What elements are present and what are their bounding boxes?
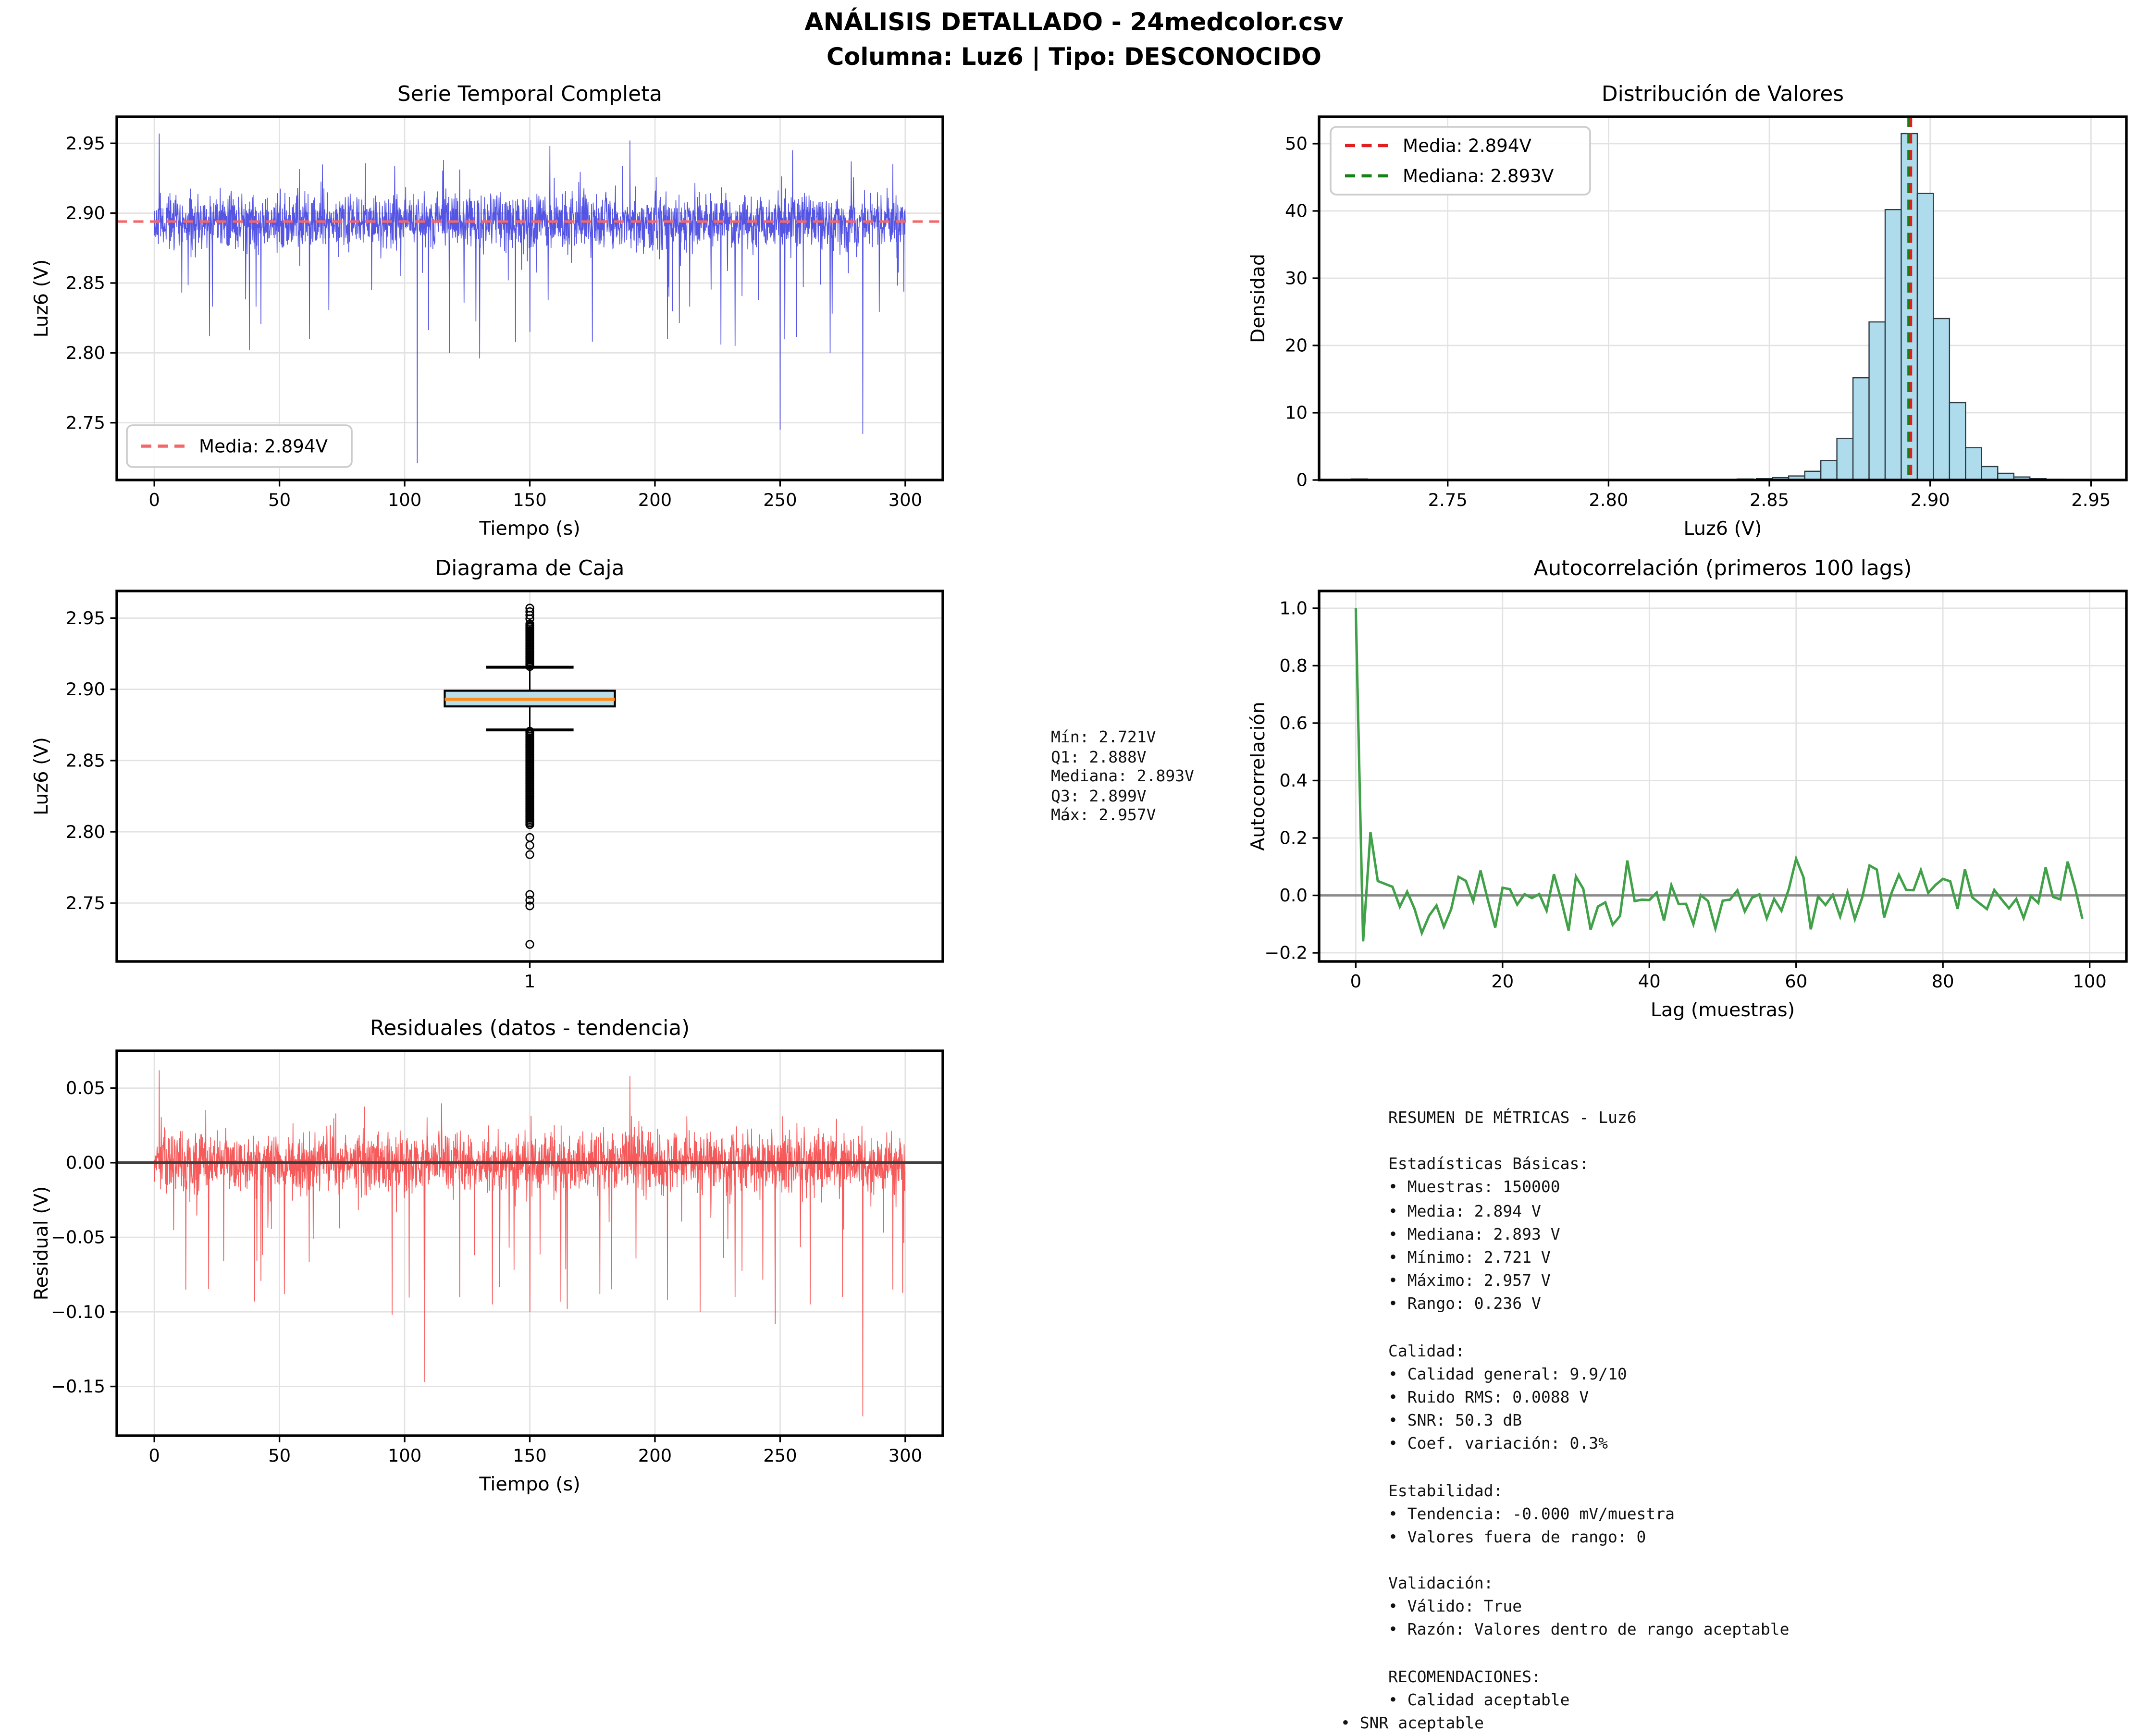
metrics-box-line: Calidad: — [1388, 1341, 1465, 1360]
x-tick-label: 60 — [1785, 971, 1808, 992]
chart-distribucion — [1237, 69, 2145, 554]
x-tick-label: 300 — [888, 490, 923, 510]
metrics-box-line — [1388, 1456, 1789, 1479]
x-tick-label: 100 — [387, 490, 422, 510]
autocorrelacion-plot-border — [1319, 591, 2126, 961]
y-tick-label: 2.75 — [65, 412, 105, 433]
x-tick-label: 80 — [1931, 971, 1954, 992]
x-tick-label: 150 — [513, 490, 547, 510]
y-tick-label: 0.4 — [1279, 770, 1308, 791]
y-tick-label: 0.2 — [1279, 827, 1308, 849]
figure-title-line2: Columna: Luz6 | Tipo: DESCONOCIDO — [826, 43, 1321, 71]
stats-box-line: Q3: 2.899V — [1051, 787, 1147, 806]
y-tick-label: 2.90 — [65, 679, 105, 700]
metrics-box-line: • Tendencia: -0.000 mV/muestra — [1388, 1504, 1675, 1523]
metrics-box-line: Estadísticas Básicas: — [1388, 1155, 1589, 1174]
metrics-box-line — [1388, 1317, 1789, 1340]
x-tick-label: 200 — [638, 490, 672, 510]
y-tick-label: 2.80 — [65, 821, 105, 842]
x-tick-label: 250 — [763, 490, 797, 510]
histogram-bar — [1853, 378, 1869, 480]
autocorrelacion-ylabel: Autocorrelación — [1247, 702, 1269, 851]
metrics-box-line: • Calidad general: 9.9/10 — [1388, 1365, 1627, 1384]
x-tick-label: 2.75 — [1428, 490, 1468, 510]
serie-temporal-ylabel: Luz6 (V) — [30, 259, 53, 338]
histogram-bar — [1965, 448, 1981, 480]
metrics-box-line: Validación: — [1388, 1574, 1494, 1593]
figure-title — [0, 7, 2148, 74]
y-tick-label: 0 — [1296, 469, 1308, 491]
residuales-ylabel: Residual (V) — [30, 1186, 53, 1301]
y-tick-label: 0.05 — [65, 1078, 105, 1099]
metrics-box-line: • Mediana: 2.893 V — [1388, 1225, 1560, 1244]
stats-box-line: Mediana: 2.893V — [1051, 767, 1195, 786]
figure-title-line1: ANÁLISIS DETALLADO - 24medcolor.csv — [804, 9, 1344, 37]
distribucion-ylabel: Densidad — [1247, 253, 1269, 344]
stats-box-line: Mín: 2.721V — [1051, 728, 1156, 747]
x-tick-label: 40 — [1638, 971, 1661, 992]
histogram-bar — [1869, 322, 1885, 480]
distribucion-xlabel: Luz6 (V) — [1683, 517, 1762, 540]
histogram-bar — [1837, 438, 1853, 480]
histogram-bar — [1821, 460, 1837, 480]
legend-label: Media: 2.894V — [199, 435, 328, 457]
metrics-box-line: • Coef. variación: 0.3% — [1388, 1434, 1608, 1453]
autocorrelacion-grid — [1319, 591, 2126, 961]
autocorrelacion-xlabel: Lag (muestras) — [1650, 999, 1795, 1021]
x-tick-label: 20 — [1491, 971, 1514, 992]
x-tick-label: 1 — [524, 971, 536, 992]
x-tick-label: 100 — [2073, 971, 2107, 992]
metrics-box-line: • SNR: 50.3 dB — [1388, 1411, 1522, 1430]
chart-serie-temporal — [12, 69, 1003, 554]
metrics-box-line: • Rango: 0.236 V — [1388, 1294, 1541, 1314]
distribucion-title: Distribución de Valores — [1601, 82, 1844, 107]
y-tick-label: 0.6 — [1279, 713, 1308, 734]
legend-label: Mediana: 2.893V — [1403, 165, 1554, 186]
residuales-xlabel: Tiempo (s) — [479, 1473, 580, 1495]
chart-autocorrelacion — [1237, 545, 2145, 1021]
metrics-box-line: • Calidad aceptable — [1388, 1690, 1570, 1710]
autocorrelacion-title: Autocorrelación (primeros 100 lags) — [1533, 556, 1912, 580]
y-tick-label: 2.90 — [65, 203, 105, 224]
x-tick-label: 200 — [638, 1445, 672, 1466]
metrics-summary-text — [1341, 1107, 1790, 1736]
autocorrelacion-series — [1356, 608, 2082, 941]
serie-temporal-xlabel: Tiempo (s) — [479, 517, 580, 540]
x-tick-label: 150 — [513, 1445, 547, 1466]
x-tick-label: 50 — [268, 1445, 291, 1466]
chart-residuales — [12, 1003, 1003, 1493]
x-tick-label: 0 — [1350, 971, 1362, 992]
serie-temporal-title: Serie Temporal Completa — [397, 82, 663, 107]
x-tick-label: 0 — [148, 490, 160, 510]
residuales-title: Residuales (datos - tendencia) — [370, 1016, 690, 1040]
y-tick-label: −0.05 — [50, 1227, 105, 1248]
legend-label: Media: 2.894V — [1403, 135, 1531, 156]
histogram-bar — [1950, 403, 1965, 480]
y-tick-label: 1.0 — [1279, 598, 1308, 619]
y-tick-label: 40 — [1285, 200, 1308, 222]
y-tick-label: 2.85 — [65, 272, 105, 294]
metrics-box-line: • Ruido RMS: 0.0088 V — [1388, 1388, 1589, 1407]
box-outliers — [526, 604, 534, 948]
metrics-box-line — [1388, 1643, 1789, 1666]
serie-temporal-legend — [127, 425, 352, 467]
y-tick-label: −0.10 — [50, 1301, 105, 1322]
metrics-box-line: • Máximo: 2.957 V — [1388, 1271, 1551, 1291]
x-tick-label: 2.90 — [1910, 490, 1950, 510]
histogram-bar — [1933, 319, 1949, 480]
metrics-box-line: • SNR aceptable — [1341, 1714, 1484, 1733]
metrics-box-line: • Mínimo: 2.721 V — [1388, 1248, 1551, 1267]
histogram-bar — [1982, 467, 1998, 480]
histogram-bar — [1885, 209, 1901, 480]
y-tick-label: 2.95 — [65, 607, 105, 628]
metrics-box-line: • Media: 2.894 V — [1388, 1201, 1541, 1220]
metrics-box-line: Estabilidad: — [1388, 1481, 1503, 1500]
metrics-box-line: • Razón: Valores dentro de rango aceptable — [1388, 1621, 1790, 1640]
y-tick-label: 0.00 — [65, 1152, 105, 1173]
stats-box-line: Máx: 2.957V — [1051, 806, 1156, 825]
x-tick-label: 0 — [148, 1445, 160, 1466]
y-tick-label: 2.75 — [65, 893, 105, 914]
x-tick-label: 300 — [888, 1445, 923, 1466]
histogram-bar — [1805, 471, 1821, 480]
y-tick-label: 0.0 — [1279, 885, 1308, 906]
y-tick-label: 2.85 — [65, 750, 105, 771]
y-tick-label: 30 — [1285, 268, 1308, 289]
histogram-bar — [1917, 194, 1933, 480]
y-tick-label: 2.80 — [65, 343, 105, 363]
caja-box — [444, 667, 615, 730]
caja-ylabel: Luz6 (V) — [30, 737, 53, 815]
metrics-box-line — [1388, 1550, 1789, 1573]
x-tick-label: 250 — [763, 1445, 797, 1466]
caja-title: Diagrama de Caja — [435, 556, 625, 580]
y-tick-label: −0.2 — [1264, 942, 1308, 963]
metrics-box-line: • Válido: True — [1388, 1597, 1522, 1616]
y-tick-label: 0.8 — [1279, 655, 1308, 676]
distribucion-legend — [1331, 127, 1590, 195]
x-tick-label: 50 — [268, 490, 291, 510]
y-tick-label: 50 — [1285, 133, 1308, 154]
chart-diagrama-caja — [12, 545, 1003, 1021]
metrics-box-line — [1388, 1130, 1789, 1153]
metrics-box-line: • Muestras: 150000 — [1388, 1178, 1560, 1197]
y-tick-label: 20 — [1285, 335, 1308, 356]
x-tick-label: 100 — [387, 1445, 422, 1466]
stats-box-line: Q1: 2.888V — [1051, 747, 1147, 766]
y-tick-label: 10 — [1285, 402, 1308, 423]
metrics-box-line: RECOMENDACIONES: — [1388, 1667, 1541, 1687]
residuales-axis-ticks — [51, 1078, 922, 1466]
x-tick-label: 2.80 — [1589, 490, 1629, 510]
y-tick-label: −0.15 — [50, 1376, 105, 1397]
boxplot-stats-text — [1051, 728, 1194, 826]
x-tick-label: 2.95 — [2071, 490, 2111, 510]
y-tick-label: 2.95 — [65, 133, 105, 154]
autocorrelacion-axis-ticks — [1264, 598, 2106, 992]
metrics-box-line: RESUMEN DE MÉTRICAS - Luz6 — [1388, 1108, 1637, 1127]
x-tick-label: 2.85 — [1749, 490, 1790, 510]
metrics-box-line: • Valores fuera de rango: 0 — [1388, 1527, 1646, 1547]
caja-axis-ticks — [66, 608, 535, 992]
